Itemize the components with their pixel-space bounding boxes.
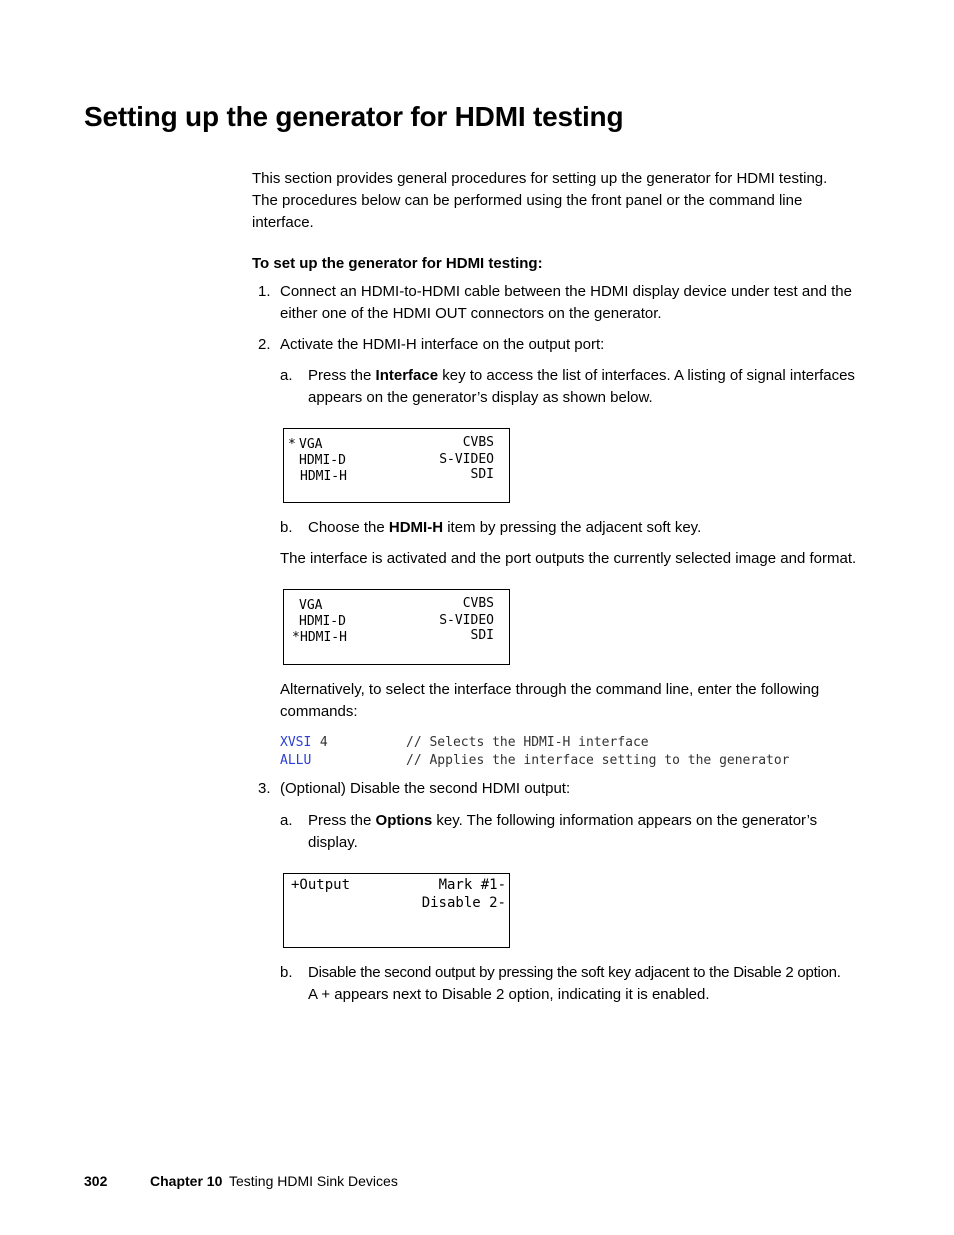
substep-label: b. xyxy=(280,519,293,536)
lcd-item-hdmi-h: HDMI-H xyxy=(300,469,347,484)
footer-chapter: Chapter 10 xyxy=(150,1173,223,1189)
step2a-line: appears on the generator’s display as shown below. xyxy=(308,389,653,406)
lcd-display-interfaces-selected xyxy=(283,589,510,665)
step3a-line: display. xyxy=(308,834,358,851)
lcd-item-hdmi-d: HDMI-D xyxy=(299,614,346,629)
step-number: 2. xyxy=(258,336,271,353)
substep-label: a. xyxy=(280,812,293,829)
substep-label: b. xyxy=(280,964,293,981)
activated-note: The interface is activated and the port outputs the currently selected image and format. xyxy=(280,550,857,567)
step3b-line: A + appears next to Disable 2 option, indicating it is enabled. xyxy=(308,986,710,1003)
step2a-line: Press the Interface key to access the list of interfaces. A listing of signal interfaces xyxy=(308,367,855,384)
step-number: 1. xyxy=(258,283,271,300)
alt-text-line: Alternatively, to select the interface through the command line, enter the following xyxy=(280,681,820,698)
command-keyword: XVSI xyxy=(280,735,312,750)
footer-chapter-title: Testing HDMI Sink Devices xyxy=(229,1173,398,1189)
procedure-heading: To set up the generator for HDMI testing: xyxy=(252,255,543,272)
alt-text-line: commands: xyxy=(280,703,358,720)
step3-text: (Optional) Disable the second HDMI output: xyxy=(280,780,571,797)
interface-key-name: Interface xyxy=(375,367,439,384)
step-number: 3. xyxy=(258,780,271,797)
command-keyword: ALLU xyxy=(280,753,312,768)
options-key-name: Options xyxy=(375,812,433,829)
command-comment: // Applies the interface setting to the generator xyxy=(406,753,790,768)
lcd-item-vga: VGA xyxy=(299,437,323,452)
selection-marker: * xyxy=(288,437,296,452)
intro-line: This section provides general procedures for setting up the generator for HDMI testing. xyxy=(252,170,828,187)
lcd-display-options xyxy=(283,873,510,948)
lcd-item-s-video: S-VIDEO xyxy=(439,452,494,467)
lcd-mark-option: Mark #1- xyxy=(438,877,506,893)
step3a-line: Press the Options key. The following information appears on the generator’s xyxy=(308,812,818,829)
lcd-output-label: +Output xyxy=(291,877,351,893)
lcd-display-interfaces xyxy=(283,428,510,503)
page-number: 302 xyxy=(84,1173,108,1189)
command-argument: 4 xyxy=(312,735,328,750)
selection-marker: * xyxy=(292,630,300,645)
lcd-item-sdi: SDI xyxy=(470,467,494,482)
lcd-item-hdmi-h: HDMI-H xyxy=(300,630,347,645)
step3b-line: Disable the second output by pressing the soft key adjacent to the Disable 2 option. xyxy=(308,964,841,981)
lcd-disable-option: Disable 2- xyxy=(421,895,506,911)
lcd-item-cvbs: CVBS xyxy=(462,596,494,611)
page-title: Setting up the generator for HDMI testing xyxy=(84,101,624,132)
lcd-item-s-video: S-VIDEO xyxy=(439,613,494,628)
command-comment: // Selects the HDMI-H interface xyxy=(406,735,649,750)
intro-line: The procedures below can be performed using the front panel or the command line xyxy=(252,192,803,209)
step2-text: Activate the HDMI-H interface on the output port: xyxy=(280,336,605,353)
lcd-item-hdmi-d: HDMI-D xyxy=(299,453,346,468)
substep-label: a. xyxy=(280,367,293,384)
lcd-item-sdi: SDI xyxy=(470,628,494,643)
step1-line: either one of the HDMI OUT connectors on the generator. xyxy=(280,305,662,322)
lcd-item-vga: VGA xyxy=(299,598,323,613)
lcd-item-cvbs: CVBS xyxy=(462,435,494,450)
hdmi-h-item-name: HDMI-H xyxy=(388,519,444,536)
step1-line: Connect an HDMI-to-HDMI cable between the HDMI display device under test and the xyxy=(280,283,852,300)
intro-line: interface. xyxy=(252,214,314,231)
step2b-line: Choose the HDMI-H item by pressing the adjacent soft key. xyxy=(308,519,702,536)
